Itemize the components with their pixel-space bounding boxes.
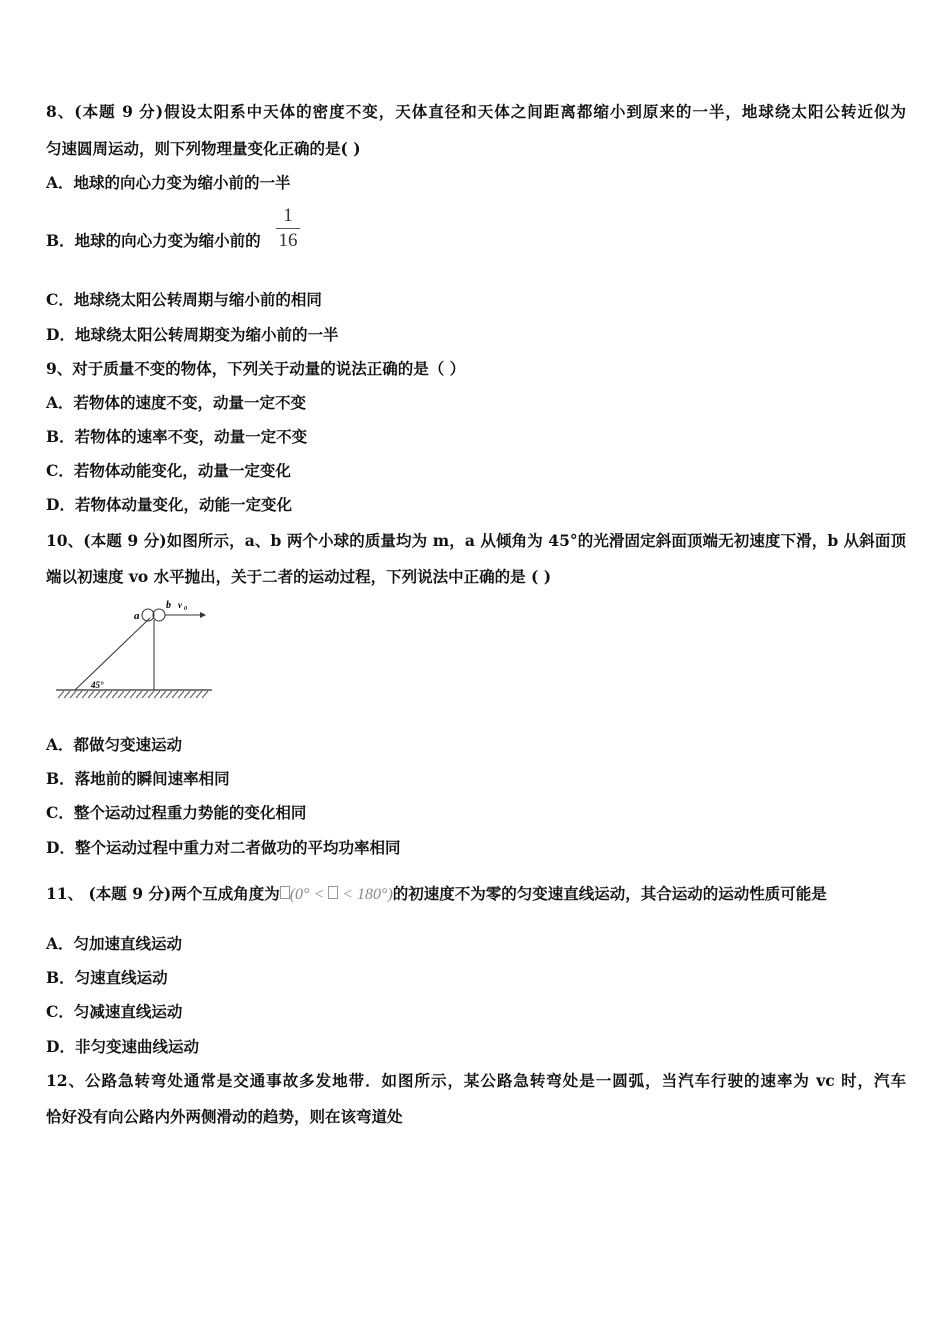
- q11-angle-expression: [280, 886, 393, 903]
- q8-option-a: A．地球的向心力变为缩小前的一半: [46, 173, 291, 192]
- q9-option-d: D．若物体动量变化，动能一定变化: [46, 495, 292, 514]
- math-part2: < 180°): [338, 886, 393, 903]
- arrow-head-icon: [200, 612, 206, 618]
- q10-stem-line1: 10、(本题 9 分)如图所示，a、b 两个小球的质量均为 m，a 从倾角为 45°的光滑固定斜面顶端无初速度下滑，b 从斜面顶: [46, 531, 906, 550]
- q9-stem: 9、对于质量不变的物体，下列关于动量的说法正确的是（ ）: [46, 359, 466, 378]
- incline-slope: [75, 618, 150, 690]
- q12-stem-line1: 12、公路急转弯处通常是交通事故多发地带．如图所示，某公路急转弯处是一圆弧，当汽车行驶的速率为 vc 时，汽车: [46, 1071, 906, 1090]
- q11-option-a: A．匀加速直线运动: [46, 934, 183, 953]
- q9-option-a: A．若物体的速度不变，动量一定不变: [46, 393, 307, 412]
- q11-option-d: D．非匀变速曲线运动: [46, 1037, 199, 1056]
- label-a: a: [134, 610, 140, 622]
- ball-a: [142, 609, 154, 621]
- ball-b: [153, 609, 165, 621]
- fraction-denominator: 16: [278, 230, 298, 251]
- label-v0: v: [178, 600, 182, 610]
- q10-option-d: D．整个运动过程中重力对二者做功的平均功率相同: [46, 838, 401, 857]
- placeholder-glyph: [328, 886, 338, 899]
- q11-suffix: 的初速度不为零的匀变速直线运动，其合运动的运动性质可能是: [392, 884, 827, 903]
- q10-stem-line2: 端以初速度 vo 水平抛出，关于二者的运动过程，下列说法中正确的是 ( ): [46, 567, 552, 586]
- q11-option-c: C．匀减速直线运动: [46, 1002, 183, 1021]
- fraction-1-16: [276, 206, 300, 251]
- q11-stem: [46, 884, 827, 905]
- incline-figure: [50, 598, 220, 708]
- q9-option-c: C．若物体动能变化，动量一定变化: [46, 461, 291, 480]
- q8-stem-line2: 匀速圆周运动，则下列物理量变化正确的是( ): [46, 139, 361, 158]
- q10-option-c: C．整个运动过程重力势能的变化相同: [46, 803, 307, 822]
- q9-option-b: B．若物体的速率不变，动量一定不变: [46, 427, 308, 446]
- q11-prefix: 11、 (本题 9 分)两个互成角度为: [46, 884, 280, 903]
- fraction-bar: [276, 228, 300, 229]
- q8-option-b: B．地球的向心力变为缩小前的: [46, 231, 261, 250]
- placeholder-glyph: [280, 886, 290, 899]
- ground-hatching: [58, 691, 208, 698]
- label-b: b: [166, 600, 171, 611]
- q12-stem-line2: 恰好没有向公路内外两侧滑动的趋势，则在该弯道处: [46, 1107, 403, 1126]
- fraction-numerator: 1: [283, 205, 293, 226]
- q11-option-b: B．匀速直线运动: [46, 968, 168, 987]
- q10-option-a: A．都做匀变速运动: [46, 735, 183, 754]
- q10-option-b: B．落地前的瞬间速率相同: [46, 769, 230, 788]
- q8-option-c: C．地球绕太阳公转周期与缩小前的相同: [46, 290, 322, 309]
- q8-stem-line1: 8、(本题 9 分)假设太阳系中天体的密度不变，天体直径和天体之间距离都缩小到原来的一半，地球绕太阳公转近似为: [46, 102, 906, 121]
- math-part1: (0° <: [289, 886, 329, 903]
- label-v0-subscript: 0: [184, 606, 187, 612]
- q8-option-d: D．地球绕太阳公转周期变为缩小前的一半: [46, 325, 339, 344]
- angle-label: 45°: [91, 680, 104, 690]
